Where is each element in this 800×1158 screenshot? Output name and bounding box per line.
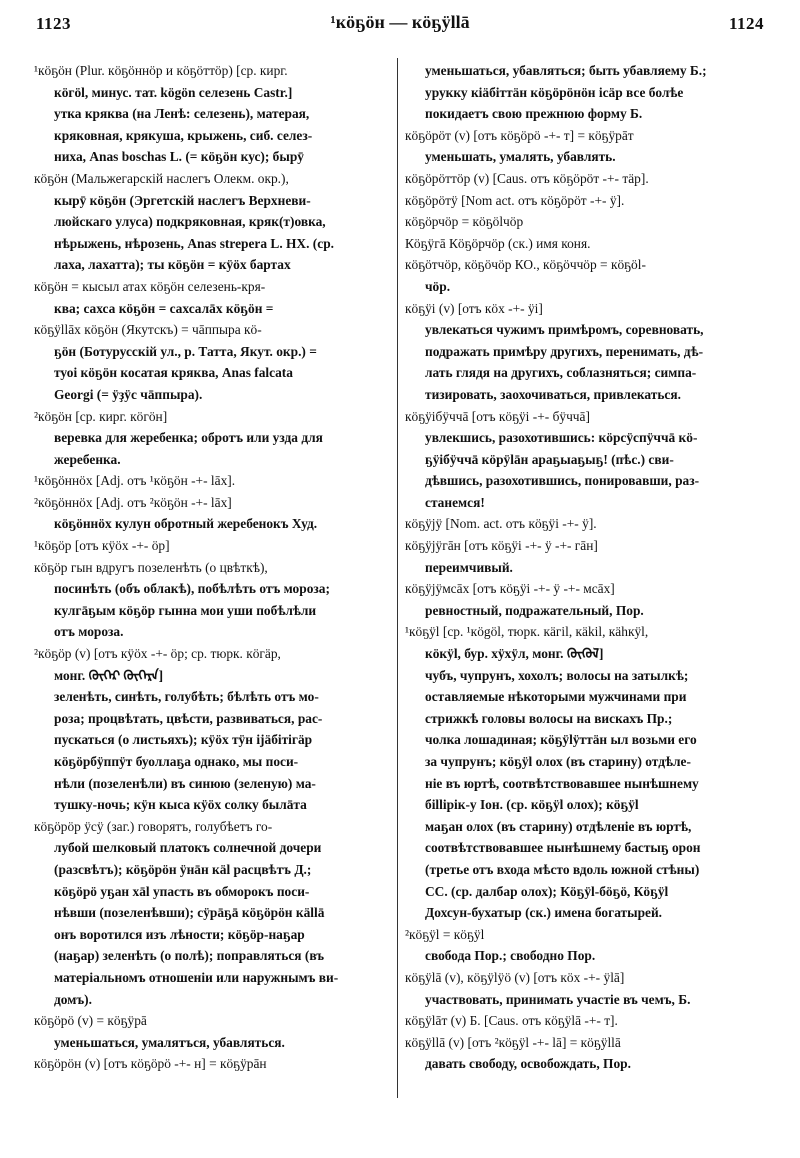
text-line: отъ мороза. — [54, 624, 124, 640]
text-line: Georgi (= ӱҙӱс чāппыра). — [54, 386, 203, 402]
text-line: кӧҕӱlā (v), кӧҕӱlӱӧ (v) [отъ кӧх -+- ӱlā] — [405, 969, 625, 985]
text-line: участвовать, принимать участіе въ чемъ, Б. — [425, 991, 691, 1007]
text-line: подражать примѣру другихъ, перенимать, дѣ- — [425, 343, 704, 359]
text-line: кӧҕӱібӱччā [отъ кӧҕӱі -+- бӱччā] — [405, 408, 590, 424]
text-line: матеріальномъ отношеніи или наружнымъ ви- — [54, 969, 339, 985]
text-line: кӧҕӧрчӧр = кӧҕӧlчӧр — [405, 214, 524, 230]
text-line: за чупрунъ; кӧҕӱl олох (въ старину) отдѣле- — [425, 754, 691, 769]
text-line: онъ воротился изъ лѣности; кӧҕӧр-наҕар — [54, 926, 305, 942]
text-line: кӧҕӱјӱмсāх [отъ кӧҕӱі -+- ӱ -+- мсāх] — [405, 581, 615, 597]
text-line: чӧр. — [425, 278, 451, 294]
text-line: уменьшаться, убавляться; быть убавляему Б.; — [425, 63, 707, 78]
text-line: оставляемые нѣкоторыми мужчинами при — [425, 689, 687, 705]
text-line: кӧҕӧрбӱппӱт буоллаҕа однако, мы поси- — [54, 754, 299, 769]
text-line: ²кӧҕӧн [ср. кирг. кӧгӧн] — [34, 408, 168, 424]
text-line: кулгāҕым кӧҕӧр гынна мои уши побѣлѣли — [54, 602, 317, 618]
text-line: нѣрыжень, нѣрозень, Anas strepera L. НХ. (ср. — [54, 235, 334, 251]
running-head: ¹кӧҕӧн — кӧҕӱllā — [330, 12, 470, 32]
text-line: посинѣть (объ облакѣ), побѣлѣть отъ мороза; — [54, 581, 330, 597]
text-line: веревка для жеребенка; обротъ или узда для — [54, 430, 323, 446]
text-line: ніе въ юртѣ, соотвѣтствовавшее нынѣшнему — [425, 775, 699, 791]
text-line: (разсвѣтъ); кӧҕӧрӧн ӱнāн кäl расцвѣтъ Д.; — [54, 861, 312, 877]
text-line: уменьшать, умалять, убавлять. — [425, 149, 616, 165]
text-line: пускаться (о листьяхъ); кӱӧх тӱн іјäбітігäр — [54, 732, 313, 748]
text-line: Дохсун-бухатыр (ск.) имена богатырей. — [425, 905, 663, 921]
text-line: кӧҕӧрӧ (v) = кӧҕӱрā — [34, 1013, 147, 1029]
text-line: кӧҕӧннӧх кулун обротный жеребенокъ Худ. — [54, 516, 318, 532]
text-line: ква; сахса кӧҕӧн = сахсалāх кӧҕӧн = — [54, 300, 274, 316]
right-page-number: 1124 — [728, 14, 764, 33]
text-line: жеребенка. — [54, 451, 121, 467]
text-line: нѣвши (позеленѣвши); сӱрāҕā кӧҕӧрӧн кällā — [54, 905, 325, 921]
text-line: дѣвшись, разохотившись, понировавши, раз- — [425, 473, 700, 489]
text-line: кряковная, крякуша, крыжень, сиб. селез- — [54, 127, 313, 143]
text-line: кӧҕӧн (Мальжегарскій наслегъ Олекм. окр.), — [34, 170, 289, 186]
text-line: ҕӱібӱччā кӧрӱlāн араҕыаҕыҕ! (пѣс.) сви- — [425, 451, 674, 467]
text-line: ниха, Anas boschas L. (= кӧҕӧн кус); бырӯ — [54, 149, 304, 165]
text-line: Кӧҕӱгā Кӧҕӧрчӧр (ск.) имя коня. — [405, 235, 591, 251]
text-line: увлекшись, разохотившись: кӧрсӱспӱччā кӧ- — [425, 430, 698, 446]
text-line: станемся! — [425, 494, 485, 510]
text-line: кӧҕӧрӧн (v) [отъ кӧҕӧрӧ -+- н] = кӧҕӱрāн — [34, 1056, 267, 1072]
text-line: кӧҕӱllā (v) [отъ ²кӧҕӱl -+- lā] = кӧҕӱllā — [405, 1034, 621, 1050]
column-divider — [397, 58, 398, 1098]
text-line: кӧҕӱі (v) [отъ кӧх -+- ӱі] — [405, 300, 543, 316]
text-line: уменьшаться, умалятъся, убавляться. — [54, 1034, 285, 1050]
text-line: урукку кiäбiттäн кӧҕӧрӧнӧн ісäр все болѣе — [425, 84, 684, 100]
text-line: біllірік-у Іон. (ср. кӧҕӱl олох); кӧҕӱl — [425, 797, 639, 813]
left-column — [34, 60, 390, 1075]
text-line: ¹кӧҕӧннӧх [Adj. отъ ¹кӧҕӧн -+- lāх]. — [34, 473, 236, 489]
text-line: свобода Пор.; свободно Пор. — [425, 948, 596, 964]
text-line: зеленѣть, синѣть, голубѣть; бѣлѣть отъ мо- — [54, 689, 319, 705]
text-line: лаха, лахатта); ты кӧҕӧн = кӱӧх бартах — [54, 257, 291, 273]
text-line: маҕан олох (въ старину) отдѣленіе въ юртѣ, — [425, 818, 692, 834]
text-line: кӧҕӱlāт (v) Б. [Caus. отъ кӧҕӱlā -+- т]. — [405, 1013, 618, 1029]
page-header — [0, 0, 800, 46]
text-line: ²кӧҕӱl = кӧҕӱl — [405, 926, 485, 942]
text-line: соотвѣтствовавшее нынѣшнему бастыҕ орон — [425, 840, 701, 856]
text-line: роза; процвѣтать, цвѣсти, развиваться, рас- — [54, 710, 323, 726]
text-line: переимчивый. — [425, 559, 513, 575]
text-line: кӧҕӧрӧттӧр (v) [Caus. отъ кӧҕӧрӧт -+- тäр]. — [405, 170, 649, 186]
text-line: (третье отъ входа мѣсто вдоль южной стѣны) — [425, 861, 700, 877]
text-line: тизировать, заохочиваться, привлекаться. — [425, 386, 681, 402]
text-line: ревностный, подражательный, Пор. — [425, 602, 644, 618]
text-line: кӧҕӧрӧр ӱсӱ (заг.) говорятъ, голубѣетъ го- — [34, 818, 273, 834]
text-line: чолка лошадиная; кӧҕӱlӱттäн ыл возьми его — [425, 732, 697, 748]
text-line: СС. (ср. далбар олох); Кӧҕӱl-бӧҕӧ, Кӧҕӱl — [425, 883, 669, 899]
text-line: стрижкѣ головы волосы на вискахъ Пр.; — [425, 710, 673, 726]
text-line: кырӯ кӧҕӧн (Эргетскій наслегъ Верхневи- — [54, 192, 311, 208]
text-line: кӧҕӱјӱ [Nom. act. отъ кӧҕӱі -+- ӱ]. — [405, 516, 597, 532]
text-line: кӧҕӱјӱгāн [отъ кӧҕӱі -+- ӱ -+- гāн] — [405, 538, 598, 554]
text-line: лубой шелковый платокъ солнечной дочери — [54, 840, 322, 856]
text-line: туоі кӧҕӧн косатая кряква, Anas falcata — [54, 365, 293, 381]
text-line: ¹кӧҕӧн (Plur. кӧҕӧннӧр и кӧҕӧттӧр) [ср. кирг. — [34, 63, 288, 78]
text-line: домъ). — [54, 991, 92, 1007]
text-line: нѣли (позеленѣли) въ синюю (зеленую) ма- — [54, 775, 316, 791]
text-line: кӧгӧl, минус. тат. kӧgӧn селезень Castr.] — [54, 84, 293, 100]
text-line: кӧҕӧрӧтӱ [Nom act. отъ кӧҕӧрӧт -+- ӱ]. — [405, 192, 625, 208]
text-line: давать свободу, освобождать, Пор. — [425, 1056, 631, 1072]
text-line: кӧҕӧрӧ уҕан хāl упасть въ обморокъ поси- — [54, 883, 310, 899]
text-line: кӧҕӧн = кысыл атах кӧҕӧн селезень-кря- — [34, 278, 266, 294]
text-line: кӧҕӧтчӧр, кӧҕӧчӧр КО., кӧҕӧччӧр = кӧҕӧl- — [405, 257, 646, 273]
text-line: ¹кӧҕӱl [ср. ¹кӧgӧl, тюрк. кäгil, кäkil, кähкӱl, — [405, 624, 649, 640]
text-line: утка кряква (на Ленѣ: селезень), матерая, — [54, 106, 310, 122]
text-line: ¹кӧҕӧр [отъ кӱӧх -+- ӧр] — [34, 538, 170, 554]
left-page-number: 1123 — [36, 14, 72, 33]
right-column — [405, 60, 767, 1075]
text-line: покидаетъ свою прежнюю форму Б. — [425, 106, 643, 122]
text-line: лать глядя на другихъ, соблазняться; симпа- — [425, 365, 697, 381]
text-line: ҕӧн (Ботурусскій ул., р. Татта, Якут. окр.) = — [54, 343, 317, 359]
text-line: монг. ᠬᠥᠬᠡᠷ ᠬᠥᠬᠡᠷᠡ] — [54, 667, 164, 683]
text-line: кӧҕӧр гын вдругъ позеленѣть (о цвѣткѣ), — [34, 559, 268, 575]
text-line: тушку-ночь; кӱн кыса кӱӧх солку былāта — [54, 797, 307, 813]
text-line: (наҕар) зеленѣть (о полѣ); поправляться (въ — [54, 948, 325, 964]
text-line: люйскаго улуса) подкряковная, кряк(т)овка, — [54, 214, 326, 230]
text-line: ²кӧҕӧннӧх [Adj. отъ ²кӧҕӧн -+- lāх] — [34, 494, 232, 510]
text-line: увлекаться чужимъ примѣромъ, соревновать, — [425, 322, 704, 338]
text-line: кӧҕӧрӧт (v) [отъ кӧҕӧрӧ -+- т] = кӧҕӱрāт — [405, 127, 634, 143]
text-line: кӧҕӱllāх кӧҕӧн (Якутскъ) = чāппыра кӧ- — [34, 322, 262, 338]
text-line: чубъ, чупрунъ, хохолъ; волосы на затылкѣ; — [425, 667, 689, 683]
text-line: кӧкӱl, бур. хӱхӱл, монг. ᠬᠥᠬᠦᠯ] — [425, 646, 604, 662]
text-line: ²кӧҕӧр (v) [отъ кӱӧх -+- ӧр; ср. тюрк. кӧгäр, — [34, 646, 281, 662]
